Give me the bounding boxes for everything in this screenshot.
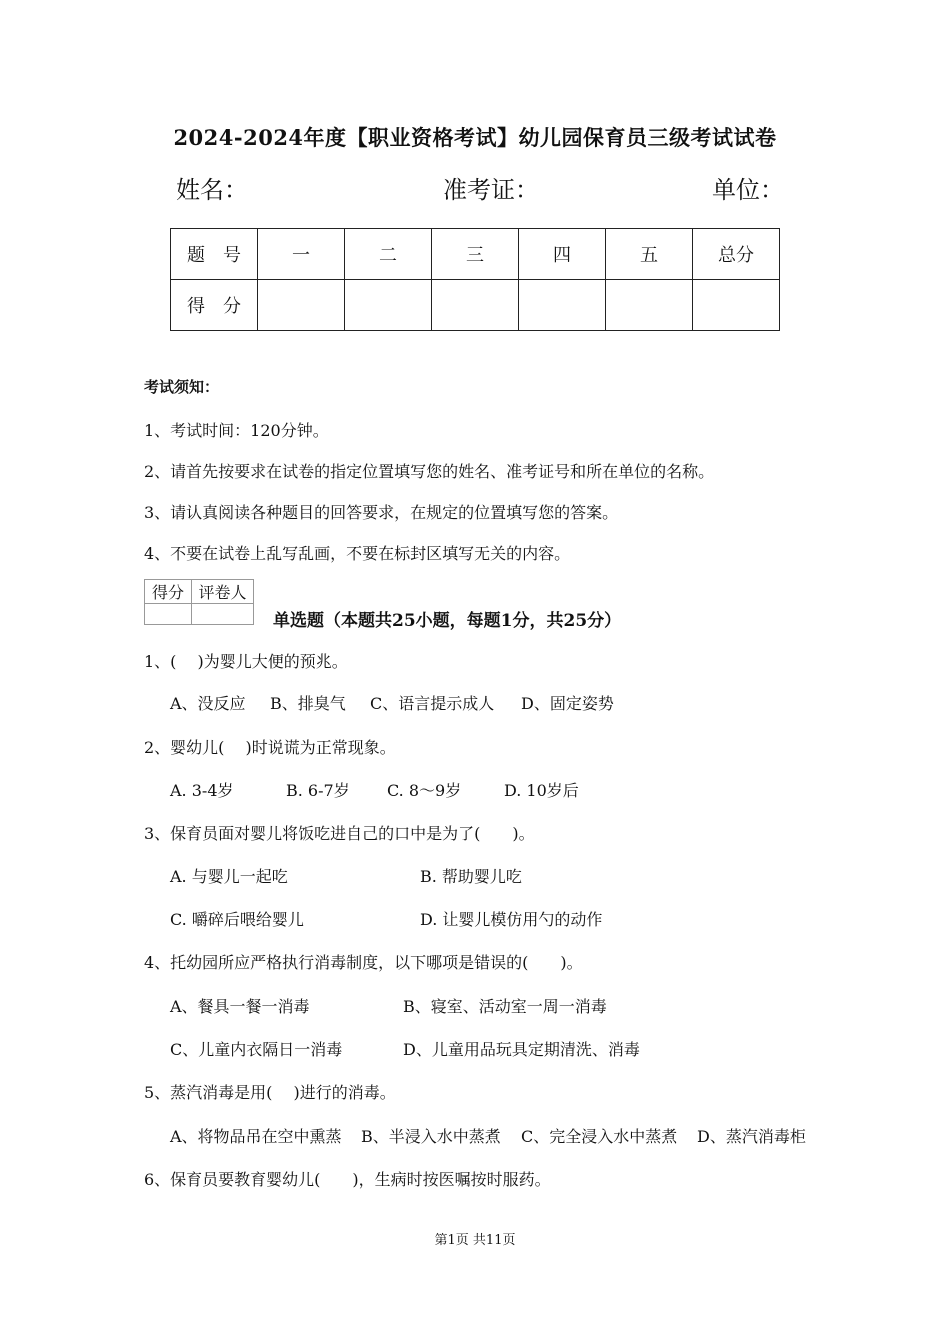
score-table-header-row: [171, 229, 780, 280]
q2-option-d: D. 10岁后: [504, 781, 579, 800]
grader-reviewer-input[interactable]: [192, 604, 254, 625]
q1-option-d: D、固定姿势: [521, 694, 614, 713]
exam-title: 2024-2024年度【职业资格考试】幼儿园保育员三级考试试卷: [173, 125, 777, 150]
grader-score-input[interactable]: [145, 604, 192, 625]
q5-option-d: D、蒸汽消毒柜: [697, 1127, 806, 1146]
question-1: 1、( )为婴儿大便的预兆。: [144, 652, 348, 671]
score-cell-section-5: 五: [606, 229, 693, 280]
q2-option-a: A. 3-4岁: [170, 781, 234, 800]
unit-field-label: 单位：: [712, 176, 784, 204]
exam-id-field-label: 准考证：: [443, 176, 539, 204]
q3-option-c: C. 嚼碎后喂给婴儿: [170, 910, 304, 929]
notice-item-1: 1、考试时间：120分钟。: [144, 421, 329, 440]
score-input-2[interactable]: [345, 280, 432, 331]
grader-score-label: 得分: [145, 580, 192, 604]
score-input-total[interactable]: [693, 280, 780, 331]
score-row-label: 得 分: [171, 280, 258, 331]
notice-item-2: 2、请首先按要求在试卷的指定位置填写您的姓名、准考证号和所在单位的名称。: [144, 462, 715, 481]
q3-option-b: B. 帮助婴儿吃: [420, 867, 522, 886]
q3-option-a: A. 与婴儿一起吃: [170, 867, 288, 886]
question-2: 2、婴幼儿( )时说谎为正常现象。: [144, 738, 396, 757]
q5-option-a: A、将物品吊在空中熏蒸: [170, 1127, 342, 1146]
score-table-score-row: [171, 280, 780, 331]
q1-option-b: B、排臭气: [270, 694, 346, 713]
q4-option-b: B、寝室、活动室一周一消毒: [403, 997, 607, 1016]
section-title: 单选题（本题共25小题，每题1分，共25分）: [273, 611, 622, 631]
score-cell-section-1: 一: [258, 229, 345, 280]
question-5: 5、蒸汽消毒是用( )进行的消毒。: [144, 1083, 396, 1102]
question-4: 4、托幼园所应严格执行消毒制度，以下哪项是错误的( )。: [144, 953, 583, 972]
question-3: 3、保育员面对婴儿将饭吃进自己的口中是为了( )。: [144, 824, 535, 843]
notice-item-4: 4、不要在试卷上乱写乱画，不要在标封区填写无关的内容。: [144, 544, 571, 563]
score-cell-label: 题 号: [171, 229, 258, 280]
q3-option-d: D. 让婴儿模仿用勺的动作: [420, 910, 603, 929]
grader-box: [144, 579, 254, 625]
q1-option-c: C、语言提示成人: [370, 694, 495, 713]
score-cell-section-4: 四: [519, 229, 606, 280]
q2-option-b: B. 6-7岁: [286, 781, 350, 800]
score-input-5[interactable]: [606, 280, 693, 331]
q4-option-c: C、儿童内衣隔日一消毒: [170, 1040, 343, 1059]
page-footer: 第1页 共11页: [434, 1233, 516, 1248]
q1-option-a: A、没反应: [170, 694, 246, 713]
grader-reviewer-label: 评卷人: [192, 580, 254, 604]
score-table: [170, 228, 780, 331]
score-input-4[interactable]: [519, 280, 606, 331]
q2-option-c: C. 8～9岁: [387, 781, 462, 800]
question-6: 6、保育员要教育婴幼儿( )，生病时按医嘱按时服药。: [144, 1170, 551, 1189]
q4-option-d: D、儿童用品玩具定期清洗、消毒: [403, 1040, 640, 1059]
name-field-label: 姓名：: [176, 176, 248, 204]
notice-heading: 考试须知：: [144, 378, 220, 396]
score-cell-total: 总分: [693, 229, 780, 280]
notice-item-3: 3、请认真阅读各种题目的回答要求，在规定的位置填写您的答案。: [144, 503, 619, 522]
score-input-1[interactable]: [258, 280, 345, 331]
q4-option-a: A、餐具一餐一消毒: [170, 997, 310, 1016]
score-cell-section-2: 二: [345, 229, 432, 280]
q5-option-b: B、半浸入水中蒸煮: [361, 1127, 501, 1146]
q5-option-c: C、完全浸入水中蒸煮: [521, 1127, 678, 1146]
score-cell-section-3: 三: [432, 229, 519, 280]
score-input-3[interactable]: [432, 280, 519, 331]
